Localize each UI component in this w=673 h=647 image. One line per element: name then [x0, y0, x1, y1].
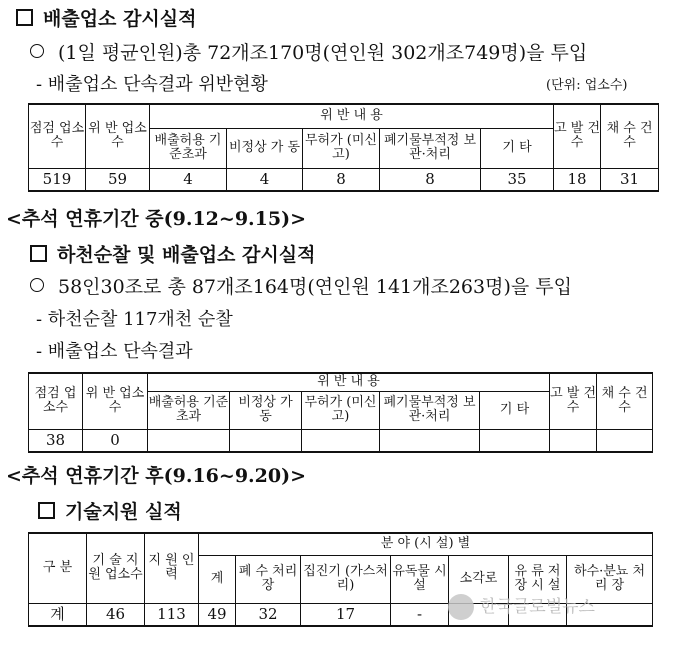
- watermark: [448, 592, 595, 620]
- cell: 0: [83, 429, 148, 452]
- header-c1: 배출허용 기준초과: [150, 128, 227, 168]
- header-by-field: 분 야 (시 설) 별: [199, 533, 653, 555]
- header-c3: 무허가 (미신고): [302, 391, 380, 429]
- bullet-line: [30, 38, 587, 65]
- bullet-line: [30, 272, 572, 299]
- circle-bullet-icon: [30, 278, 44, 292]
- dash-line: - 배출업소 단속결과: [36, 341, 193, 362]
- cell: 35: [481, 168, 554, 191]
- header-collect: 채 수 건 수: [601, 104, 659, 168]
- header-f5: 소각로: [449, 555, 509, 603]
- cell: [148, 429, 230, 452]
- header-f3: 집진기 (가스처리): [301, 555, 391, 603]
- header-content: 위 반 내 용: [148, 373, 550, 391]
- unit-label: (단위: 업소수): [546, 78, 628, 93]
- section-title-text: 기술지원 실적: [65, 501, 182, 523]
- cell: 49: [199, 603, 236, 626]
- cell: 113: [145, 603, 199, 626]
- header-c2: 비정상 가 동: [227, 128, 303, 168]
- cell: [230, 429, 302, 452]
- bullet-text: (1일 평균인원)총 72개조170명(연인원 302개조749명)을 투입: [58, 42, 588, 64]
- cell: 4: [227, 168, 303, 191]
- header-violate: 위 반 업소수: [86, 104, 150, 168]
- cell: 4: [150, 168, 227, 191]
- dash-line: - 하천순찰 117개천 순찰: [36, 309, 233, 330]
- header-c5: 기 타: [480, 391, 550, 429]
- header-accuse: 고 발 건 수: [554, 104, 601, 168]
- cell: 31: [601, 168, 659, 191]
- header-f1: 계: [199, 555, 236, 603]
- cell: -: [391, 603, 449, 626]
- section-title-text: 배출업소 감시실적: [43, 8, 197, 30]
- header-content: 위 반 내 용: [150, 104, 554, 128]
- header-c4: 폐기물부적정 보관·처리: [380, 128, 481, 168]
- cell: [302, 429, 380, 452]
- cell: 46: [87, 603, 145, 626]
- cell: 519: [29, 168, 86, 191]
- header-c1: 배출허용 기준초과: [148, 391, 230, 429]
- header-support: 지 원 인 력: [145, 533, 199, 603]
- header-inspect: 점검 업소수: [29, 373, 83, 429]
- cell: 계: [29, 603, 87, 626]
- checkbox-square-icon: [16, 9, 33, 26]
- header-c3: 무허가 (미신고): [303, 128, 380, 168]
- header-f7: 하수·분뇨 처 리 장: [567, 555, 653, 603]
- violation-table-2: [28, 372, 653, 453]
- header-tech: 기 술 지 원 업소수: [87, 533, 145, 603]
- cell: [597, 429, 653, 452]
- watermark-logo-icon: [448, 594, 474, 620]
- cell: [480, 429, 550, 452]
- bullet-text: 58인30조로 총 87개조164명(연인원 141개조263명)을 투입: [58, 276, 572, 298]
- period-heading-during: <추석 연휴기간 중(9.12~9.15)>: [6, 208, 306, 230]
- cell: [380, 429, 480, 452]
- dash-line: - 배출업소 단속결과 위반현황: [36, 74, 268, 95]
- header-c4: 폐기물부적정 보관·처리: [380, 391, 480, 429]
- header-violate: 위 반 업소수: [83, 373, 148, 429]
- table-row: [29, 429, 653, 452]
- cell: 8: [303, 168, 380, 191]
- table-row: [29, 168, 659, 191]
- header-f6: 유 류 저 장 시 설: [509, 555, 567, 603]
- cell: 8: [380, 168, 481, 191]
- circle-bullet-icon: [30, 44, 44, 58]
- header-gubun: 구 분: [29, 533, 87, 603]
- cell: [550, 429, 597, 452]
- header-c2: 비정상 가 동: [230, 391, 302, 429]
- header-inspect: 점검 업소수: [29, 104, 86, 168]
- period-heading-after: <추석 연휴기간 후(9.16~9.20)>: [6, 465, 306, 487]
- checkbox-square-icon: [30, 245, 47, 262]
- checkbox-square-icon: [38, 502, 55, 519]
- cell: 32: [236, 603, 301, 626]
- section-title-river-patrol: [30, 240, 315, 267]
- section-title-text: 하천순찰 및 배출업소 감시실적: [57, 244, 316, 266]
- section-title-emission-monitoring: [16, 4, 196, 31]
- header-collect: 채 수 건 수: [597, 373, 653, 429]
- cell: 17: [301, 603, 391, 626]
- cell: 18: [554, 168, 601, 191]
- cell: 38: [29, 429, 83, 452]
- cell: 59: [86, 168, 150, 191]
- header-f4: 유독물 시 설: [391, 555, 449, 603]
- header-f2: 폐 수 처리장: [236, 555, 301, 603]
- watermark-text: 한국글로벌뉴스: [480, 597, 595, 617]
- violation-table-1: [28, 103, 659, 192]
- header-c5: 기 타: [481, 128, 554, 168]
- section-title-tech-support: [38, 497, 182, 524]
- header-accuse: 고 발 건 수: [550, 373, 597, 429]
